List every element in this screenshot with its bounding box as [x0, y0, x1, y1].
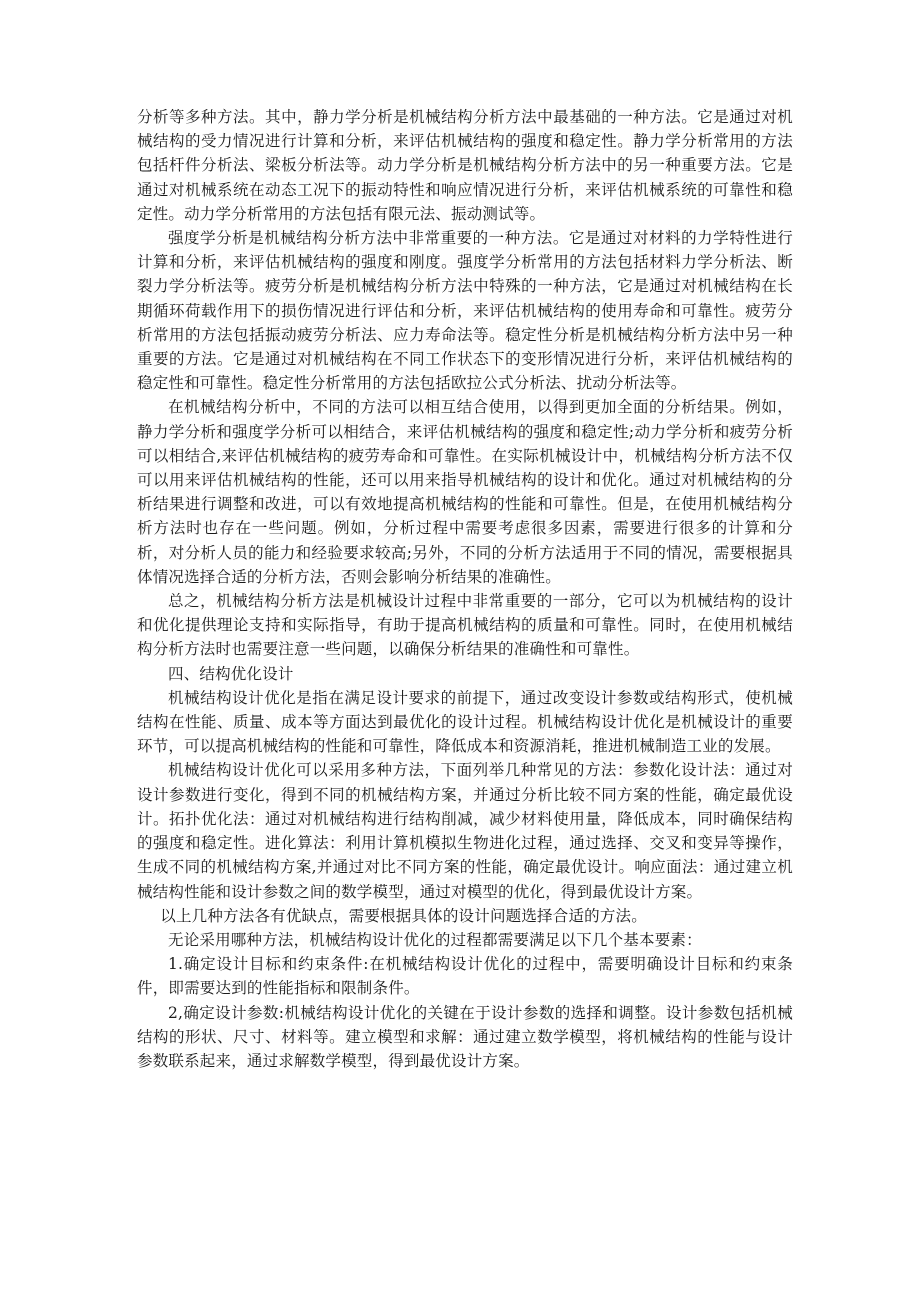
paragraph-optimization-definition: 机械结构设计优化是指在满足设计要求的前提下，通过改变设计参数或结构形式，使机械结构在性能、质量、成本等方面达到最优化的设计过程。机械结构设计优化是机械设计的重要环节，可以提高机械结构的性能和可靠性，降低成本和资源消耗，推进机械制造工业的发展。 [137, 688, 793, 756]
list-item-design-parameters: 2,确定设计参数:机械结构设计优化的关键在于设计参数的选择和调整。设计参数包括机械结构的形状、尺寸、材料等。建立模型和求解：通过建立数学模型，将机械结构的性能与设计参数联系起来，通过求解数学模型，得到最优设计方案。 [137, 1003, 793, 1070]
paragraph-optimization-methods: 机械结构设计优化可以采用多种方法，下面列举几种常见的方法：参数化设计法：通过对设计参数进行变化，得到不同的机械结构方案，并通过分析比较不同方案的性能，确定最优设计。拓扑优化法：通过对机械结构进行结构削减，减少材料使用量，降低成本，同时确保结构的强度和稳定性。进化算法：利用计算机模拟生物进化过程，通过选择、交叉和变异等操作，生成不同的机械结构方案,并通过对比不同方案的性能，确定最优设计。响应面法：通过建立机械结构性能和设计参数之间的数学模型，通过对模型的优化，得到最优设计方案。 [137, 761, 793, 901]
section-heading: 四、结构优化设计 [168, 664, 294, 683]
paragraph-strength-fatigue-stability: 强度学分析是机械结构分析方法中非常重要的一种方法。它是通过对材料的力学特性进行计算和分析，来评估机械结构的强度和刚度。强度学分析常用的方法包括材料力学分析法、断裂力学分析法等。疲劳分析是机械结构分析方法中特殊的一种方法，它是通过对机械结构在长期循环荷载作用下的损伤情况进行评估和分析，来评估机械结构的使用寿命和可靠性。疲劳分析常用的方法包括振动疲劳分析法、应力寿命法等。稳定性分析是机械结构分析方法中另一种重要的方法。它是通过对机械结构在不同工作状态下的变形情况进行分析，来评估机械结构的稳定性和可靠性。稳定性分析常用的方法包括欧拉公式分析法、扰动分析法等。 [137, 229, 793, 393]
document-page [137, 105, 793, 1073]
paragraph-static-dynamic-analysis: 分析等多种方法。其中，静力学分析是机械结构分析方法中最基础的一种方法。它是通过对机械结构的受力情况进行计算和分析，来评估机械结构的强度和稳定性。静力学分析常用的方法包括杆件分析法、梁板分析法等。动力学分析是机械结构分析方法中的另一种重要方法。它是通过对机械系统在动态工况下的振动特性和响应情况进行分析，来评估机械系统的可靠性和稳定性。动力学分析常用的方法包括有限元法、振动测试等。 [137, 108, 793, 223]
paragraph-basic-elements: 无论采用哪种方法，机械结构设计优化的过程都需要满足以下几个基本要素： [168, 930, 702, 949]
paragraph-combined-methods: 在机械结构分析中，不同的方法可以相互结合使用，以得到更加全面的分析结果。例如，静力学分析和强度学分析可以相结合，来评估机械结构的强度和稳定性;动力学分析和疲劳分析可以相结合,来评估机械结构的疲劳寿命和可靠性。在实际机械设计中，机械结构分析方法不仅可以用来评估机械结构的性能，还可以用来指导机械结构的设计和优化。通过对机械结构的分析结果进行调整和改进，可以有效地提高机械结构的性能和可靠性。但是，在使用机械结构分析方法时也存在一些问题。例如，分析过程中需要考虑很多因素，需要进行很多的计算和分析，对分析人员的能力和经验要求较高;另外，不同的分析方法适用于不同的情况，需要根据具体情况选择合适的分析方法，否则会影响分析结果的准确性。 [137, 398, 793, 586]
paragraph-methods-tradeoffs: 以上几种方法各有优缺点，需要根据具体的设计问题选择合适的方法。 [160, 906, 647, 925]
list-item-design-goals: 1.确定设计目标和约束条件:在机械结构设计优化的过程中，需要明确设计目标和约束条件，即需要达到的性能指标和限制条件。 [137, 955, 793, 998]
paragraph-summary: 总之，机械结构分析方法是机械设计过程中非常重要的一部分，它可以为机械结构的设计和优化提供理论支持和实际指导，有助于提高机械结构的质量和可靠性。同时，在使用机械结构分析方法时也需要注意一些问题，以确保分析结果的准确性和可靠性。 [137, 592, 793, 659]
